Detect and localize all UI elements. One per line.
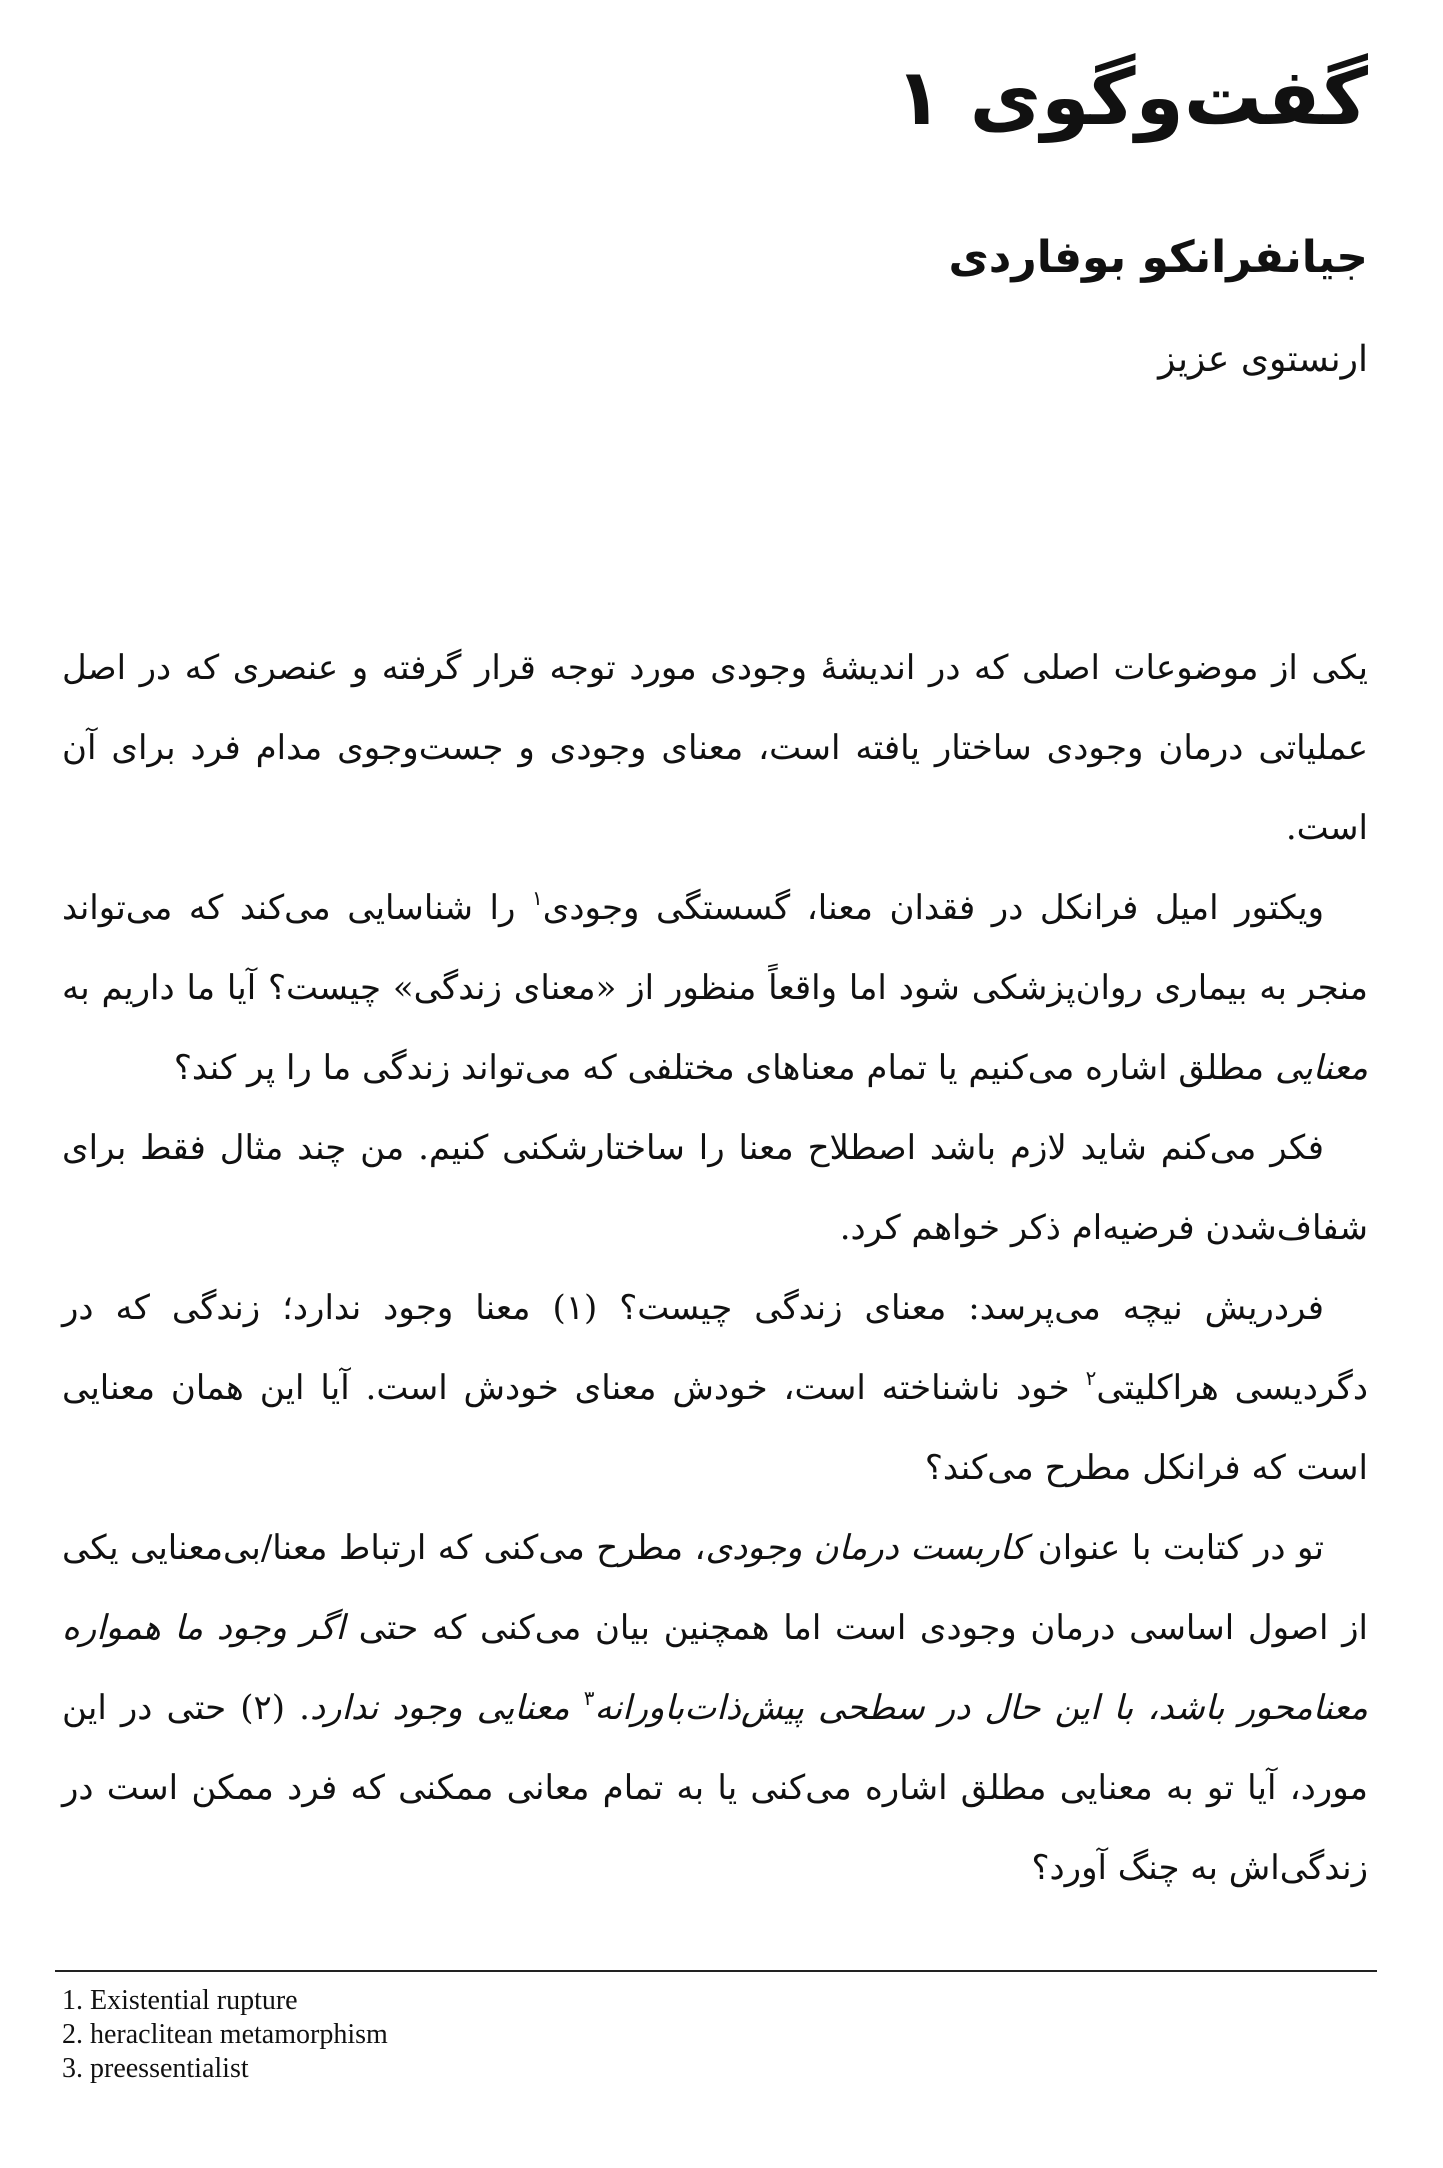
footnote-marker-3: ۳	[583, 1686, 595, 1710]
chapter-title: گفت‌وگوی ۱	[894, 53, 1368, 143]
paragraph-4-text-a: فردریش نیچه می‌پرسد: معنای زندگی چیست؟ (۱) معنا وجود ندارد؛ زندگی که در دگردیسی هراکلیتی	[62, 1288, 1368, 1408]
author-name: جیانفرانکو بوفاردی	[948, 232, 1368, 283]
paragraph-2-text-c: مطلق اشاره می‌کنیم یا تمام معناهای مختلفی که می‌تواند زندگی ما را پر کند؟	[173, 1048, 1275, 1088]
quote-emphasis-a: اگر وجود ما همواره معنامحور باشد، با این حال در سطحی پیش‌ذات‌باورانه	[62, 1608, 1368, 1728]
paragraph-2-text-b: را شناسایی می‌کند که می‌تواند منجر به بیماری روان‌پزشکی شود اما واقعاً منظور از «معنای زندگی» چیست؟ آیا ما داریم به	[62, 888, 1368, 1008]
footnotes	[62, 1984, 388, 2086]
paragraph-4	[62, 1268, 1368, 1508]
book-title-emphasis: کاربست درمان وجودی	[705, 1528, 1027, 1568]
footnote-divider	[55, 1970, 1377, 1972]
paragraph-3: فکر می‌کنم شاید لازم باشد اصطلاح معنا را ساختارشکنی کنیم. من چند مثال فقط برای شفاف‌شدن فرضیه‌ام ذکر خواهم کرد.	[62, 1128, 1368, 1248]
paragraph-4-text-b: خود ناشناخته است، خودش معنای خودش است. آیا این همان معنایی است که فرانکل مطرح می‌کند؟	[62, 1368, 1368, 1488]
letter-body	[62, 628, 1368, 1908]
footnote-1: 1. Existential rupture	[62, 1985, 298, 2016]
paragraph-5-text-a: تو در کتابت با عنوان	[1026, 1528, 1324, 1568]
paragraph-5-text-b: ، مطرح می‌کنی که ارتباط معنا/بی‌معنایی یکی از اصول اساسی درمان وجودی است اما همچنین بیان می‌کنی که حتی	[62, 1528, 1369, 1648]
letter-salutation: ارنستوی عزیز	[1158, 339, 1368, 380]
footnote-marker-1: ۱	[531, 886, 543, 910]
paragraph-1: یکی از موضوعات اصلی که در اندیشهٔ وجودی مورد توجه قرار گرفته و عنصری که در اصل عملیاتی درمان وجودی ساختار یافته است، معنای وجودی و جست‌وجوی مدام فرد برای آن است.	[62, 648, 1368, 848]
quote-emphasis-b: معنایی وجود ندارد	[309, 1688, 584, 1728]
paragraph-5-text-c: . (۲) حتی در این مورد، آیا تو به معنایی مطلق اشاره می‌کنی یا به تمام معانی ممکنی که فرد ممکن است در زندگی‌اش به چنگ آورد؟	[62, 1688, 1368, 1888]
footnote-3: 3. preessentialist	[62, 2053, 249, 2084]
footnote-marker-2: ۲	[1085, 1366, 1097, 1390]
paragraph-2-emphasis: معنایی	[1274, 1048, 1368, 1088]
paragraph-2-text-a: ویکتور امیل فرانکل در فقدان معنا، گسستگی وجودی	[542, 888, 1324, 928]
paragraph-5	[62, 1508, 1368, 1908]
paragraph-2	[62, 868, 1368, 1108]
footnote-2: 2. heraclitean metamorphism	[62, 2019, 388, 2050]
